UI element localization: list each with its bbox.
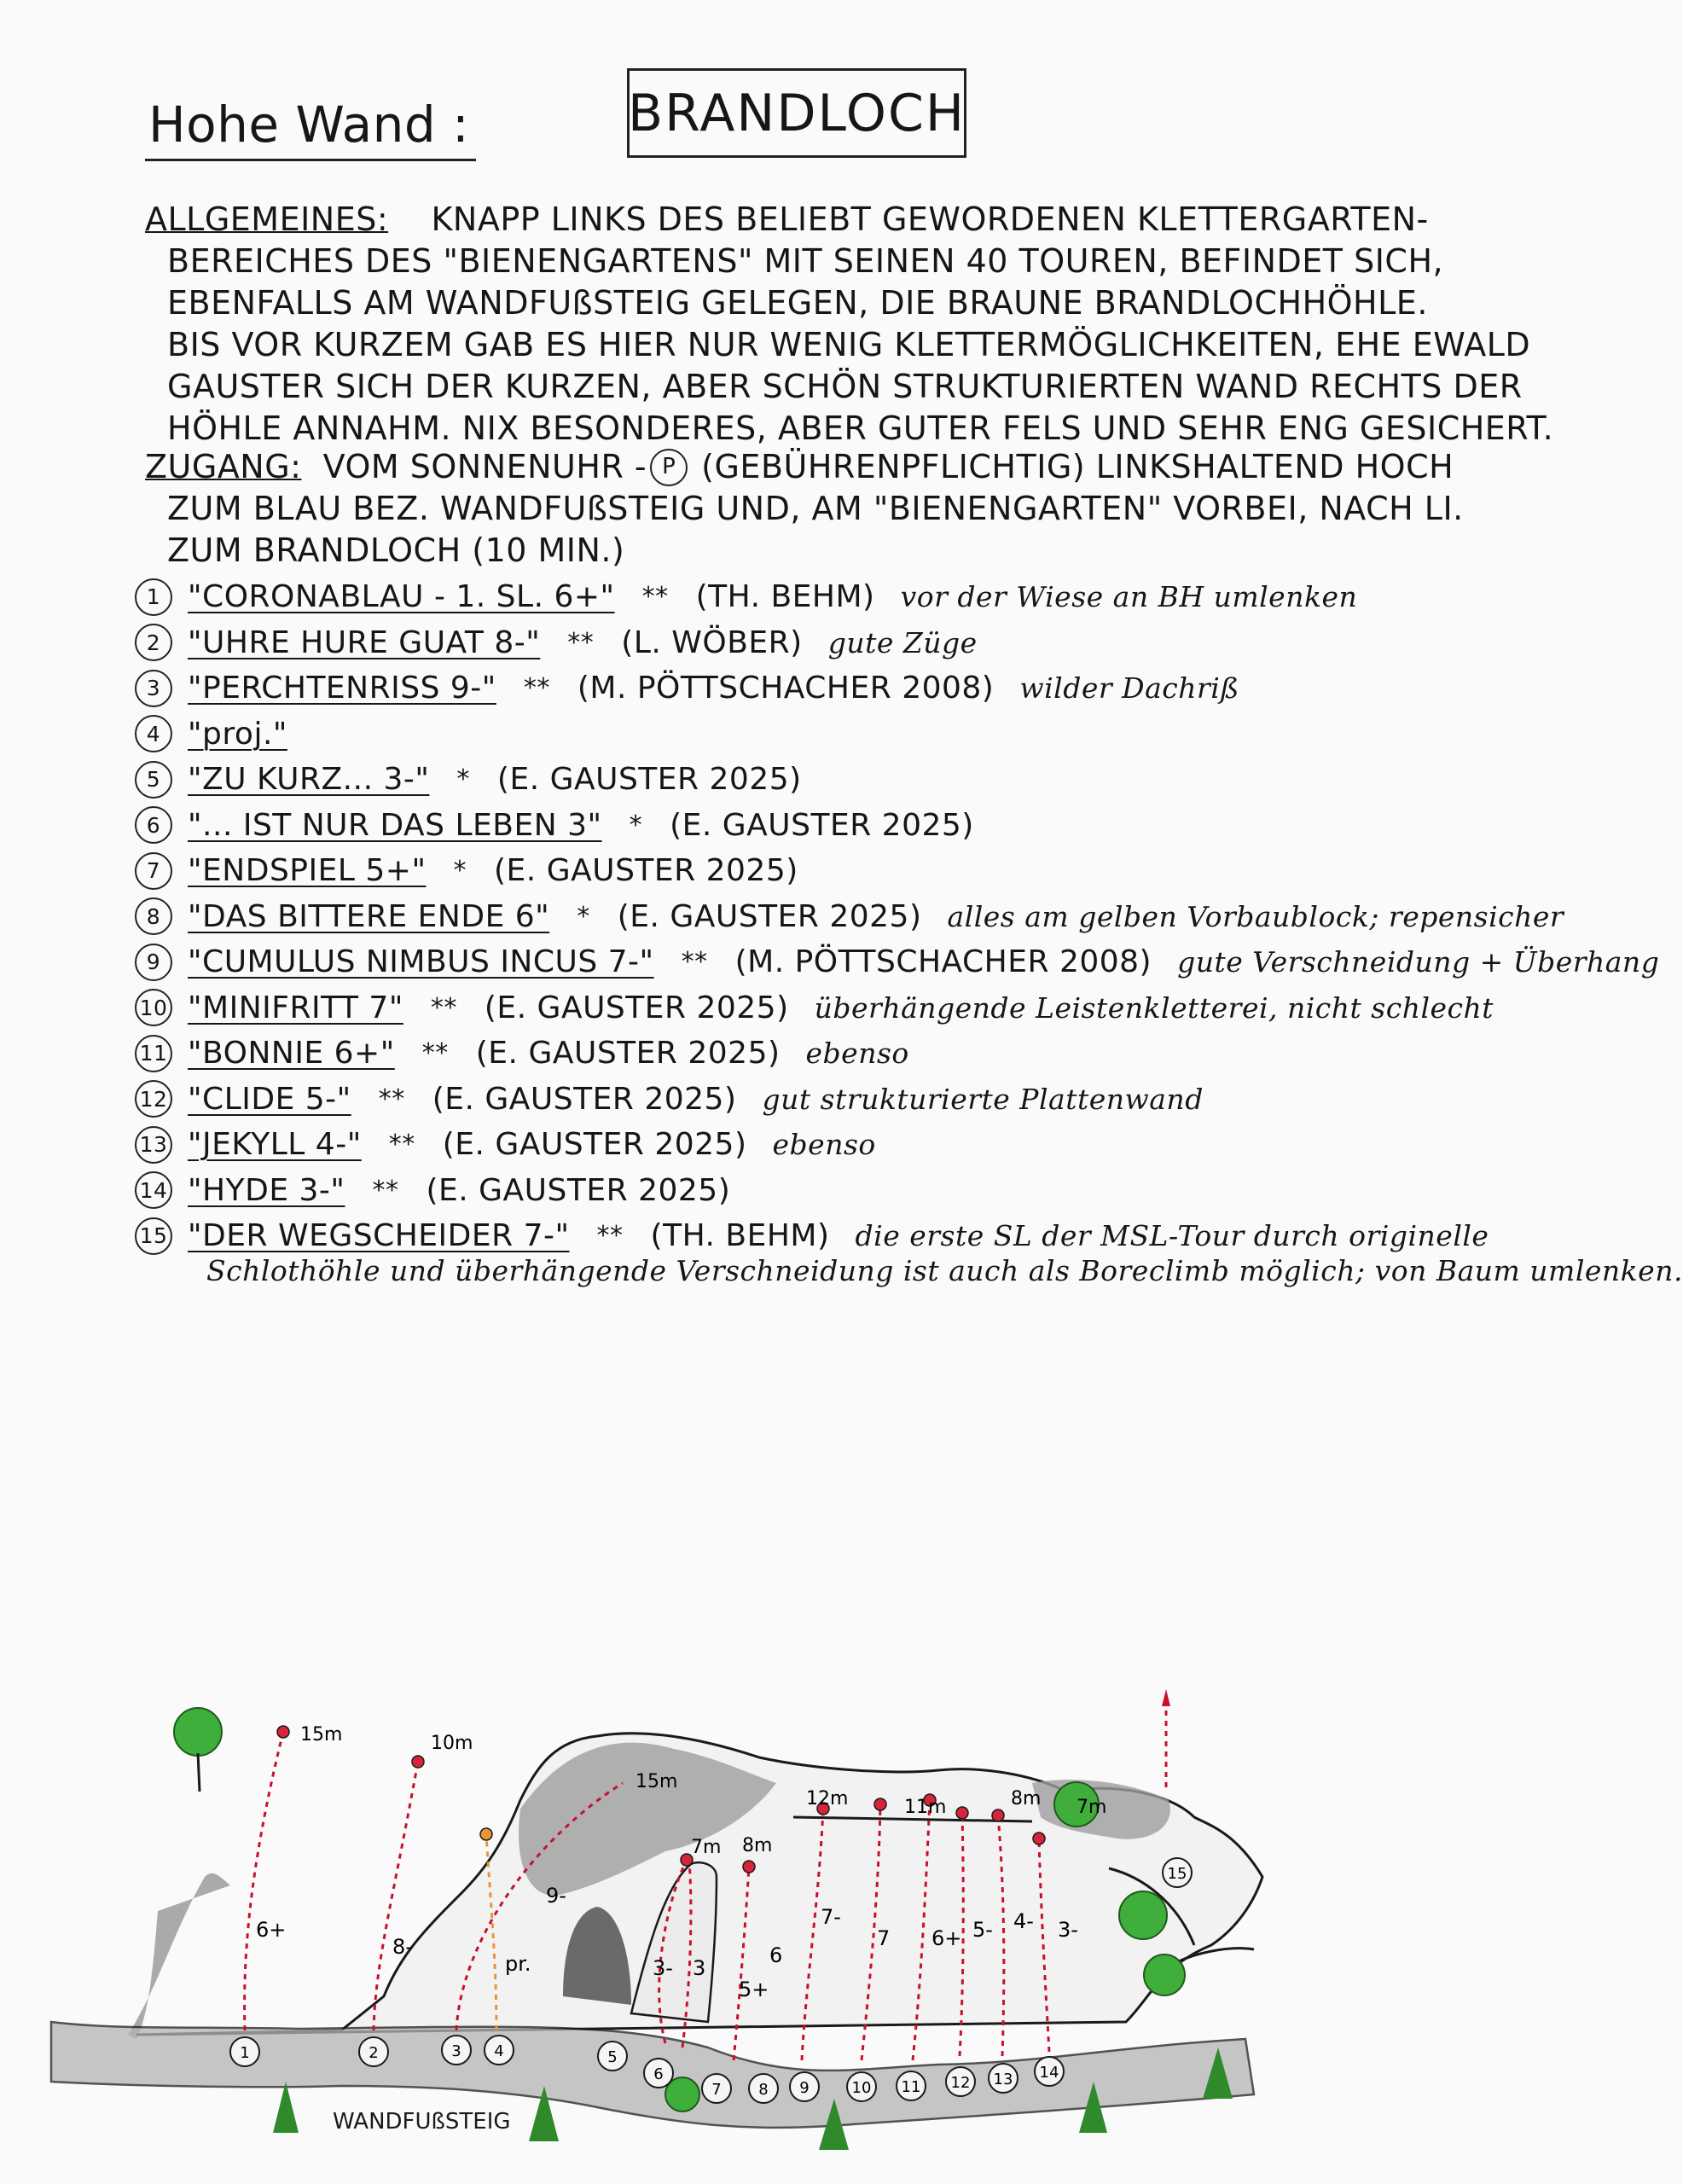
route-number: 8 <box>135 897 172 935</box>
topo-route-number-text: 11 <box>901 2078 921 2096</box>
topo-route-number <box>897 2071 926 2100</box>
route-number: 2 <box>135 624 172 661</box>
topo-route-number-text: 4 <box>494 2042 504 2060</box>
route-stars: ** <box>378 1083 405 1114</box>
route-number: 11 <box>135 1035 172 1072</box>
route-note: ebenso <box>772 1128 876 1162</box>
topo-length-label: 8m <box>742 1835 773 1856</box>
route-stars: ** <box>681 947 708 978</box>
topo-route-number <box>702 2074 731 2103</box>
topo-route-number <box>790 2072 819 2101</box>
route-note: ebenso <box>805 1037 909 1071</box>
path-label: WANDFUßSTEIG <box>333 2109 511 2135</box>
general-section <box>145 199 1553 450</box>
route-number: 12 <box>135 1080 172 1118</box>
route-row <box>135 1168 1683 1214</box>
route-number: 6 <box>135 806 172 844</box>
route-name: "proj." <box>188 716 287 752</box>
topo-route-number <box>847 2072 876 2101</box>
topo-route-number <box>644 2059 673 2088</box>
topo-length-label: 7m <box>1077 1797 1107 1818</box>
topo-route-number <box>442 2036 471 2065</box>
route-line-1 <box>245 1732 283 2030</box>
fir-icon-1 <box>273 2082 299 2133</box>
access-label: ZUGANG: <box>145 448 302 485</box>
route-stars: ** <box>596 1221 624 1252</box>
route-row <box>135 1122 1683 1168</box>
rock-massif <box>128 1734 1262 2039</box>
route-note: überhängende Leistenkletterei, nicht schlecht <box>814 990 1494 1025</box>
topo-route-number-text: 2 <box>369 2044 379 2062</box>
topo-route-number-text: 8 <box>758 2081 769 2099</box>
general-line-1: BEREICHES DES "BIENENGARTENS" MIT SEINEN 40 TOUREN, BEFINDET SICH, <box>167 242 1444 280</box>
route-name: "ZU KURZ... 3-" <box>188 762 430 798</box>
route-number: 7 <box>135 852 172 890</box>
topo-length-label: 7m <box>691 1837 722 1858</box>
topo-grade-label: 3- <box>653 1956 673 1980</box>
route-stars: ** <box>430 992 457 1023</box>
topo-length-label: 8m <box>1011 1788 1042 1809</box>
route-row <box>135 939 1683 985</box>
topo-grade-label: 7 <box>877 1926 891 1950</box>
topo-route-number-text: 7 <box>711 2081 722 2099</box>
route-stars: * <box>577 901 590 932</box>
route-row <box>135 1031 1683 1077</box>
topo-length-label: 15m <box>300 1724 343 1745</box>
route-row <box>135 985 1683 1031</box>
access-line-0: VOM SONNENUHR - <box>322 448 647 485</box>
route-author: (M. PÖTTSCHACHER 2008) <box>577 671 995 706</box>
topo-route-number <box>598 2042 627 2071</box>
parking-icon <box>650 449 688 486</box>
route-name: "CUMULUS NIMBUS INCUS 7-" <box>188 944 654 980</box>
route-row <box>135 848 1683 894</box>
route-number: 5 <box>135 761 172 799</box>
topo-grade-label: 8- <box>392 1935 413 1959</box>
topo-grade-label: 3 <box>693 1956 706 1980</box>
access-line-1: (GEBÜHRENPFLICHTIG) LINKSHALTEND HOCH <box>701 448 1454 485</box>
crag-topo-drawing <box>0 1621 1587 2184</box>
topo-grade-label: 6+ <box>931 1926 962 1950</box>
topo-route-number <box>989 2064 1018 2093</box>
route-number: 13 <box>135 1126 172 1164</box>
topo-route-number <box>230 2037 259 2066</box>
topo-grade-label: 4- <box>1013 1909 1034 1933</box>
route-row <box>135 574 1683 620</box>
route-note: gut strukturierte Plattenwand <box>762 1082 1204 1116</box>
anchor-4-project <box>480 1828 492 1840</box>
route-stars: ** <box>388 1130 415 1160</box>
route-author: (E. GAUSTER 2025) <box>442 1127 747 1163</box>
topo-grade-label: 5- <box>972 1918 993 1942</box>
topo-route-number-text: 9 <box>799 2079 810 2097</box>
route-author: (E. GAUSTER 2025) <box>475 1036 781 1072</box>
route-number: 4 <box>135 715 172 752</box>
crag-title: BRANDLOCH <box>627 83 966 143</box>
route-stars: ** <box>372 1175 399 1205</box>
route-name: "CORONABLAU - 1. SL. 6+" <box>188 579 615 615</box>
route-stars: ** <box>421 1038 449 1069</box>
left-pillar-shade <box>128 1873 230 2039</box>
route-note: wilder Dachriß <box>1019 671 1239 706</box>
general-line-3: BIS VOR KURZEM GAB ES HIER NUR WENIG KLETTERMÖGLICHKEITEN, EHE EWALD <box>167 326 1531 363</box>
route-row <box>135 757 1683 803</box>
route-number: 9 <box>135 944 172 981</box>
topo-route-number <box>1163 1858 1192 1887</box>
access-section <box>145 446 1464 572</box>
topo-route-number <box>359 2037 388 2066</box>
anchor-1 <box>277 1726 289 1738</box>
topo-route-number-text: 14 <box>1039 2064 1059 2082</box>
general-label: ALLGEMEINES: <box>145 200 389 238</box>
route-author: (E. GAUSTER 2025) <box>617 898 922 934</box>
route-stars: * <box>456 764 470 795</box>
topo-route-number-text: 5 <box>607 2048 618 2066</box>
topo-grade-label: 5+ <box>739 1978 769 2001</box>
topo-route-number <box>485 2036 514 2065</box>
topo-route-number-text: 15 <box>1167 1865 1187 1883</box>
route-name: "CLIDE 5-" <box>188 1081 351 1117</box>
route-author: (E. GAUSTER 2025) <box>484 990 789 1025</box>
route-author: (TH. BEHM) <box>650 1218 830 1254</box>
route-name: "UHRE HURE GUAT 8-" <box>188 624 541 660</box>
tree-icon-left-top <box>174 1708 222 1756</box>
general-line-0: KNAPP LINKS DES BELIEBT GEWORDENEN KLETTERGARTEN- <box>431 200 1429 238</box>
topo-route-number <box>1035 2057 1064 2086</box>
route-note: alles am gelben Vorbaublock; repensicher <box>947 899 1564 933</box>
topo-route-number-text: 1 <box>240 2044 250 2062</box>
route-row <box>135 712 1683 758</box>
route-author: (E. GAUSTER 2025) <box>496 762 802 798</box>
route-author: (E. GAUSTER 2025) <box>670 807 974 843</box>
route-name: "HYDE 3-" <box>188 1172 345 1208</box>
topo-route-number <box>749 2074 778 2103</box>
route-author: (L. WÖBER) <box>621 624 803 660</box>
route-number: 14 <box>135 1171 172 1209</box>
topo-route-number-text: 13 <box>993 2071 1013 2088</box>
route-name: "BONNIE 6+" <box>188 1036 395 1072</box>
route-note: die erste SL der MSL-Tour durch originelle <box>855 1219 1489 1253</box>
route-row <box>135 1213 1683 1259</box>
route-stars: ** <box>567 627 595 658</box>
route-number: 10 <box>135 989 172 1026</box>
route-stars: ** <box>523 673 550 704</box>
topo-length-label: 10m <box>431 1733 473 1754</box>
general-line-5: HÖHLE ANNAHM. NIX BESONDERES, ABER GUTER FELS UND SEHR ENG GESICHERT. <box>167 410 1554 447</box>
anchor-13 <box>992 1809 1004 1821</box>
route-note: gute Verschneidung + Überhang <box>1177 945 1660 979</box>
route-author: (TH. BEHM) <box>695 579 875 615</box>
topo-length-label: 12m <box>806 1788 849 1809</box>
parking-symbol: P <box>662 454 676 479</box>
route-name: "DER WEGSCHEIDER 7-" <box>188 1218 570 1254</box>
route-row <box>135 803 1683 849</box>
tree-icon-right-low <box>1144 1955 1185 1995</box>
route-author: (E. GAUSTER 2025) <box>432 1081 737 1117</box>
general-line-2: EBENFALLS AM WANDFUßSTEIG GELEGEN, DIE BRAUNE BRANDLOCHHÖHLE. <box>167 284 1428 322</box>
route-name: "DAS BITTERE ENDE 6" <box>188 898 550 934</box>
route-name: "ENDSPIEL 5+" <box>188 853 427 889</box>
route-author: (M. PÖTTSCHACHER 2008) <box>734 944 1152 980</box>
route-stars: ** <box>641 582 669 613</box>
topo-grade-label: 6+ <box>256 1918 287 1942</box>
route-stars: * <box>629 810 643 840</box>
route-name: "PERCHTENRISS 9-" <box>188 671 496 706</box>
topo-route-number-text: 3 <box>451 2042 461 2060</box>
route-list <box>135 574 1683 1287</box>
route-number: 15 <box>135 1217 172 1255</box>
route-name: "... IST NUR DAS LEBEN 3" <box>188 807 602 843</box>
route-author: (E. GAUSTER 2025) <box>494 853 798 889</box>
route-name: "JEKYLL 4-" <box>188 1127 362 1163</box>
general-line-4: GAUSTER SICH DER KURZEN, ABER SCHÖN STRUKTURIERTEN WAND RECHTS DER <box>167 368 1523 405</box>
anchor-10 <box>874 1798 886 1810</box>
route-15-note-continuation: Schlothöhle und überhängende Verschneidung ist auch als Boreclimb möglich; von Baum umlenken. <box>206 1253 1683 1287</box>
anchor-14 <box>1033 1833 1045 1844</box>
route-row <box>135 1077 1683 1123</box>
route-name: "MINIFRITT 7" <box>188 990 403 1025</box>
tree-trunk-left-top <box>198 1753 200 1792</box>
access-line-3: ZUM BRANDLOCH (10 MIN.) <box>167 531 625 569</box>
route-row <box>135 665 1683 712</box>
topo-grade-label: 7- <box>821 1905 841 1929</box>
crag-title-box <box>627 68 966 158</box>
anchor-12 <box>956 1807 968 1819</box>
topo-route-number-text: 6 <box>653 2065 664 2083</box>
access-line-2: ZUM BLAU BEZ. WANDFUßSTEIG UND, AM "BIENENGARTEN" VORBEI, NACH LI. <box>167 490 1464 527</box>
topo-length-label: 15m <box>635 1771 678 1792</box>
route-note: vor der Wiese an BH umlenken <box>900 580 1358 614</box>
anchor-8 <box>743 1861 755 1873</box>
tree-icon-right-mid <box>1119 1891 1167 1939</box>
topo-grade-label: pr. <box>505 1952 531 1976</box>
route-author: (E. GAUSTER 2025) <box>426 1172 731 1208</box>
area-title: Hohe Wand : <box>145 96 476 161</box>
route-number: 1 <box>135 578 172 616</box>
topo-grade-label: 3- <box>1058 1918 1078 1942</box>
topo-route-number-text: 12 <box>950 2074 971 2092</box>
route-stars: * <box>453 856 467 886</box>
route-row <box>135 894 1683 940</box>
topo-grade-label: 6 <box>769 1943 783 1967</box>
anchor-2 <box>412 1756 424 1768</box>
topo-route-number <box>946 2067 975 2096</box>
route-row <box>135 620 1683 666</box>
route-note: gute Züge <box>827 625 978 659</box>
route-number: 3 <box>135 670 172 707</box>
topo-route-number-text: 10 <box>851 2079 872 2097</box>
topo-length-label: 11m <box>904 1797 947 1818</box>
topo-grade-label: 9- <box>546 1884 566 1908</box>
route-15-arrow-icon <box>1162 1689 1170 1706</box>
